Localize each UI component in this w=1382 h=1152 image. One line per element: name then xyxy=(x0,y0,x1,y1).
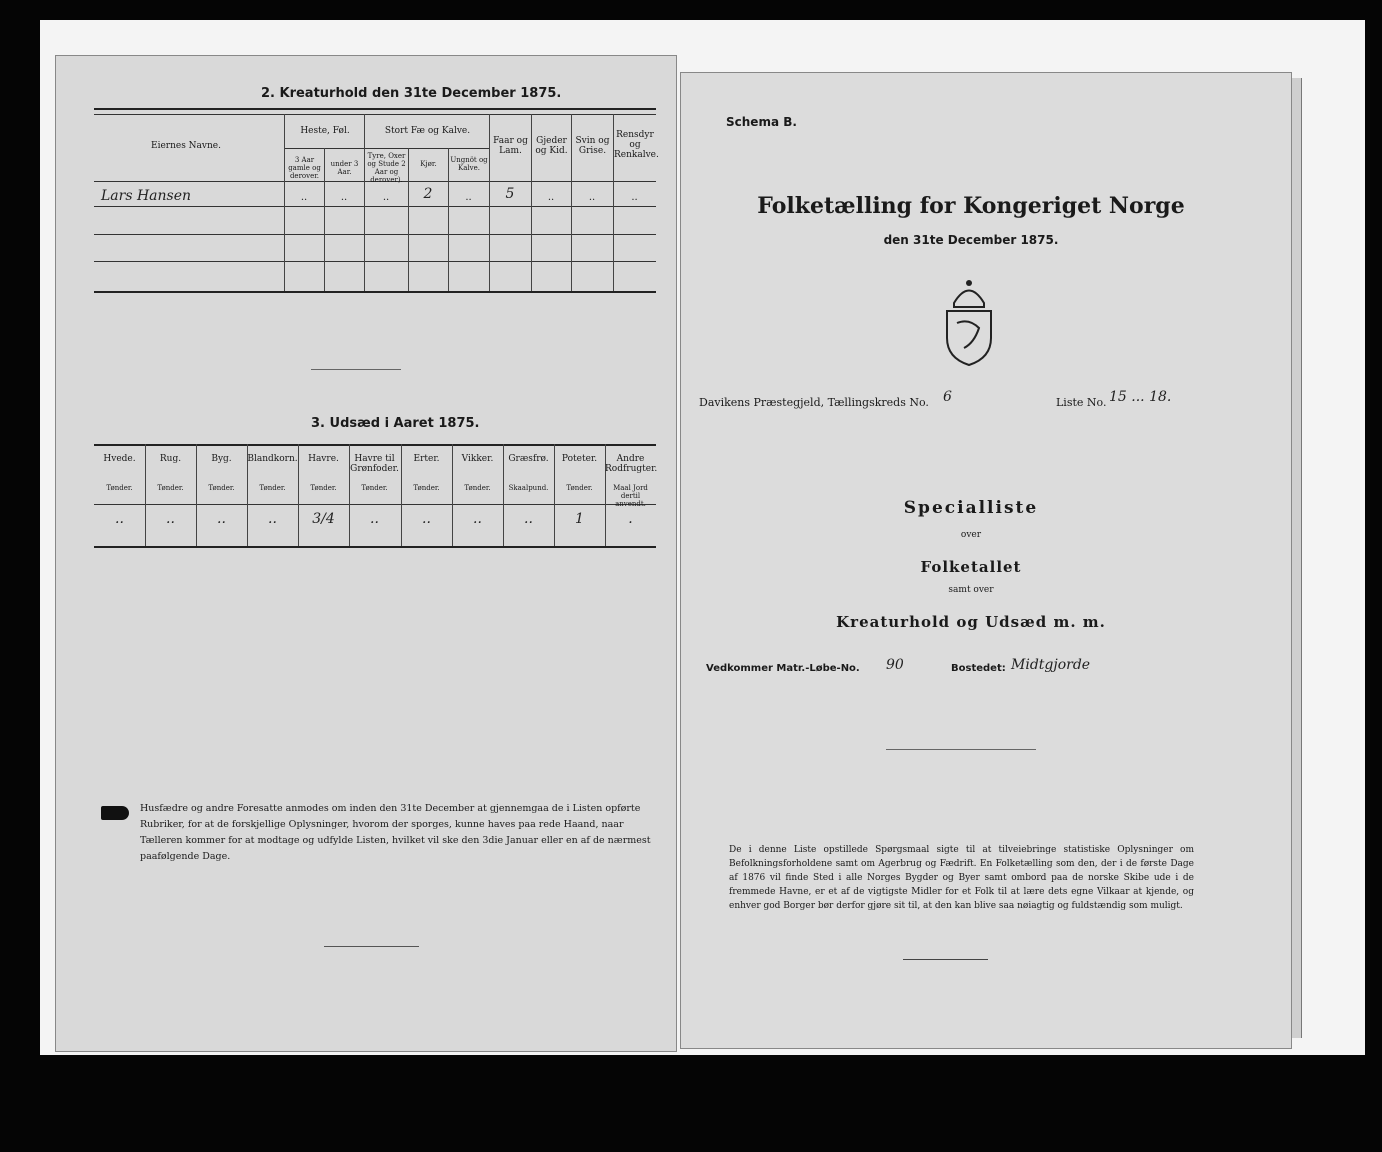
stort-sub3: Ungnöt og Kalve. xyxy=(450,156,488,172)
kreds-no: 6 xyxy=(943,389,952,405)
rensdyr-header: Rensdyr og Renkalve. xyxy=(614,130,659,160)
stort-header: Stort Fæ og Kalve. xyxy=(384,126,471,136)
udsaed-unit: Tønder. xyxy=(566,484,593,492)
faar-header: Faar og Lam. xyxy=(493,136,528,156)
row1-value: .. xyxy=(631,192,638,203)
gjeder-header: Gjeder og Kid. xyxy=(535,136,568,156)
udsaed-value: 3/4 xyxy=(312,511,335,527)
bosted-value: Midtgjorde xyxy=(1011,657,1091,673)
udsaed-unit: Tønder. xyxy=(413,484,440,492)
row1-value: .. xyxy=(382,192,390,203)
udsaed-value: .. xyxy=(268,511,277,527)
udsaed-header: Havre. xyxy=(308,454,339,464)
liste-label: Liste No. xyxy=(1056,396,1107,409)
right-page xyxy=(680,72,1292,1049)
udsaed-header: Poteter. xyxy=(561,454,598,464)
row1-value: 2 xyxy=(423,186,433,202)
footer-text: De i denne Liste opstillede Spørgsmaal sigte til at tilveiebringe statistiske Oplysninger om Befolkningsforholdene samt om Agerbrug og Fædrift. En Folketælling som den, der i de første Dage af 1876 vil finde Sted i alle Norges Bygder og Byer samt ombord paa de norske Skibe ude i de fremmede Havne, er et af de vigtigste Midler for et Folk til at lære dets egne Vilkaar at kjende, og enhver god Borger bør derfor gjøre sit til, at den kan blive saa nøiagtig og fuldstændig som muligt. xyxy=(729,845,1194,911)
kreaturhold-heading: Kreaturhold og Udsæd m. m. xyxy=(836,613,1106,631)
udsaed-header: Andre Rodfrugter. xyxy=(605,454,658,474)
heste-sub1: 3 Aar gamle og derover. xyxy=(288,156,321,180)
stort-sub2: Kjør. xyxy=(420,160,437,168)
specialliste-heading: Specialliste xyxy=(903,498,1039,518)
udsaed-value: .. xyxy=(370,511,379,527)
row1-value: .. xyxy=(340,192,348,203)
udsaed-unit: Tønder. xyxy=(208,484,235,492)
udsaed-unit: Tønder. xyxy=(157,484,184,492)
udsaed-unit: Tønder. xyxy=(361,484,388,492)
udsaed-header: Rug. xyxy=(159,454,182,464)
samt-over-label: samt over xyxy=(948,585,994,595)
liste-no: 15 ... 18. xyxy=(1109,389,1172,405)
udsaed-unit: Skaalpund. xyxy=(508,484,549,492)
udsaed-unit: Maal Jord dertil anvendt. xyxy=(613,484,648,508)
main-title: Folketælling for Kongeriget Norge xyxy=(757,193,1185,219)
owner-name: Lars Hansen xyxy=(101,188,192,204)
udsaed-value: .. xyxy=(422,511,431,527)
heste-header: Heste, Føl. xyxy=(300,126,350,136)
udsaed-value: .. xyxy=(473,511,482,527)
over-label: over xyxy=(960,530,982,540)
udsaed-header: Byg. xyxy=(211,454,232,464)
title-date: den 31te December 1875. xyxy=(883,233,1059,247)
udsaed-value: .. xyxy=(166,511,175,527)
svin-header: Svin og Grise. xyxy=(575,136,610,156)
udsaed-header: Hvede. xyxy=(103,454,136,464)
udsaed-value: 1 xyxy=(575,511,584,527)
prestegjeld-label: Davikens Præstegjeld, Tællingskreds No. xyxy=(699,396,929,409)
udsaed-unit: Tønder. xyxy=(310,484,337,492)
matr-label: Vedkommer Matr.-Løbe-No. xyxy=(706,663,860,674)
udsaed-header: Erter. xyxy=(413,454,440,464)
udsaed-header: Græsfrø. xyxy=(508,454,549,464)
row1-value: .. xyxy=(588,192,596,203)
section2-title: 2. Kreaturhold den 31te December 1875. xyxy=(261,86,562,101)
schema-label: Schema B. xyxy=(726,115,797,129)
udsaed-header: Blandkorn. xyxy=(247,454,298,464)
udsaed-value: .. xyxy=(217,511,226,527)
udsaed-header: Vikker. xyxy=(461,454,494,464)
coat-of-arms-icon xyxy=(939,273,999,368)
udsaed-unit: Tønder. xyxy=(106,484,133,492)
pointing-hand-icon xyxy=(101,806,129,820)
udsaed-header: Havre til Grønfoder. xyxy=(350,454,399,474)
udsaed-unit: Tønder. xyxy=(259,484,286,492)
matr-no: 90 xyxy=(886,657,904,673)
row1-value: .. xyxy=(300,192,308,203)
udsaed-value: .. xyxy=(115,511,124,527)
notice-text: Husfædre og andre Foresatte anmodes om inden den 31te December at gjennemgaa de i Listen opførte Rubriker, for at de forskjellige Oplysninger, hvorom der sporges, kunne haves paa rede Haand, naar Tælleren kommer for at modtage og udfylde Listen, hvilket vil ske den 3die Januar eller en af de nærmest paafølgende Dage. xyxy=(140,803,651,862)
left-page xyxy=(55,55,677,1052)
row1-value: .. xyxy=(465,192,472,203)
bosted-label: Bostedet: xyxy=(951,663,1006,674)
udsaed-value: .. xyxy=(524,511,533,527)
owner-header: Eiernes Navne. xyxy=(151,141,221,151)
udsaed-unit: Tønder. xyxy=(464,484,491,492)
udsaed-value: . xyxy=(628,511,633,527)
stort-sub1: Tyre, Oxer og Stude 2 Aar og derover). xyxy=(367,152,406,184)
folketallet-heading: Folketallet xyxy=(920,558,1022,576)
row1-value: .. xyxy=(547,192,555,203)
section3-title: 3. Udsæd i Aaret 1875. xyxy=(311,416,480,431)
heste-sub2: under 3 Aar. xyxy=(330,160,359,176)
row1-value: 5 xyxy=(505,186,515,202)
